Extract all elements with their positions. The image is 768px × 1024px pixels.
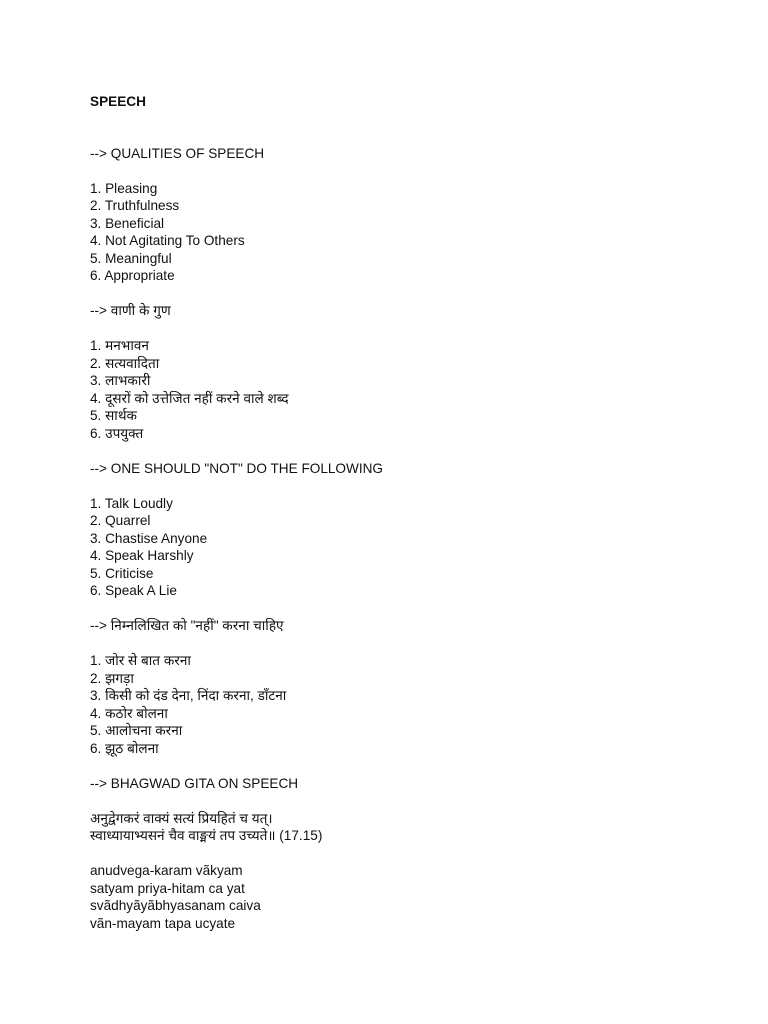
list-item: 1. Pleasing xyxy=(90,180,158,196)
list-item: 1. जोर से बात करना xyxy=(90,653,191,668)
list-item: 3. किसी को दंड देना, निंदा करना, डाँटना xyxy=(90,688,287,703)
list-item: 6. उपयुक्त xyxy=(90,425,144,441)
list-item: 5. आलोचना करना xyxy=(90,723,183,738)
list-item: 1. Talk Loudly xyxy=(90,495,173,511)
transliteration-line: vãn-mayam tapa ucyate xyxy=(90,915,236,931)
list-item: 4. दूसरों को उत्तेजित नहीं करने वाले शब्द xyxy=(90,390,289,406)
list-nahi-karna xyxy=(90,652,730,757)
list-item: 6. झूठ बोलना xyxy=(90,740,159,756)
list-item: 1. मनभावन xyxy=(90,338,149,353)
list-item: 4. कठोर बोलना xyxy=(90,705,168,721)
list-item: 4. Speak Harshly xyxy=(90,548,194,563)
list-should-not xyxy=(90,495,730,600)
section-heading-nahi-karna: --> निम्नलिखित को "नहीं" करना चाहिए xyxy=(90,618,284,633)
list-item: 2. Truthfulness xyxy=(90,198,180,213)
list-item: 5. Meaningful xyxy=(90,250,172,266)
gita-verse-line: स्वाध्यायाभ्यसनं चैव वाङ्मयं तप उच्यते॥ (17.15) xyxy=(90,828,323,843)
list-vani-ke-gun xyxy=(90,337,730,442)
list-item: 4. Not Agitating To Others xyxy=(90,233,245,248)
list-item: 2. सत्यवादिता xyxy=(90,355,160,371)
list-item: 2. झगड़ा xyxy=(90,670,134,686)
gita-verse-line: अनुद्वेगकरं वाक्यं सत्यं प्रियहितं च यत्। xyxy=(90,810,273,826)
list-item: 3. Chastise Anyone xyxy=(90,530,208,546)
list-item: 6. Appropriate xyxy=(90,268,175,283)
section-heading-gita: --> BHAGWAD GITA ON SPEECH xyxy=(90,775,299,791)
list-item: 3. लाभकारी xyxy=(90,373,151,388)
list-item: 3. Beneficial xyxy=(90,215,165,231)
document-title: SPEECH xyxy=(90,94,146,109)
transliteration-line: satyam priya-hitam ca yat xyxy=(90,880,245,896)
transliteration-line: svãdhyãyãbhyasanam caiva xyxy=(90,898,261,913)
list-item: 5. Criticise xyxy=(90,565,154,581)
section-heading-should-not: --> ONE SHOULD "NOT" DO THE FOLLOWING xyxy=(90,460,384,476)
list-item: 5. सार्थक xyxy=(90,408,137,423)
list-qualities xyxy=(90,180,730,285)
transliteration-line: anudvega-karam vãkyam xyxy=(90,863,243,878)
section-heading-qualities: --> QUALITIES OF SPEECH xyxy=(90,145,265,161)
document-page xyxy=(90,93,730,932)
section-heading-vani-ke-gun: --> वाणी के गुण xyxy=(90,303,171,318)
list-item: 2. Quarrel xyxy=(90,513,151,528)
list-item: 6. Speak A Lie xyxy=(90,583,177,598)
